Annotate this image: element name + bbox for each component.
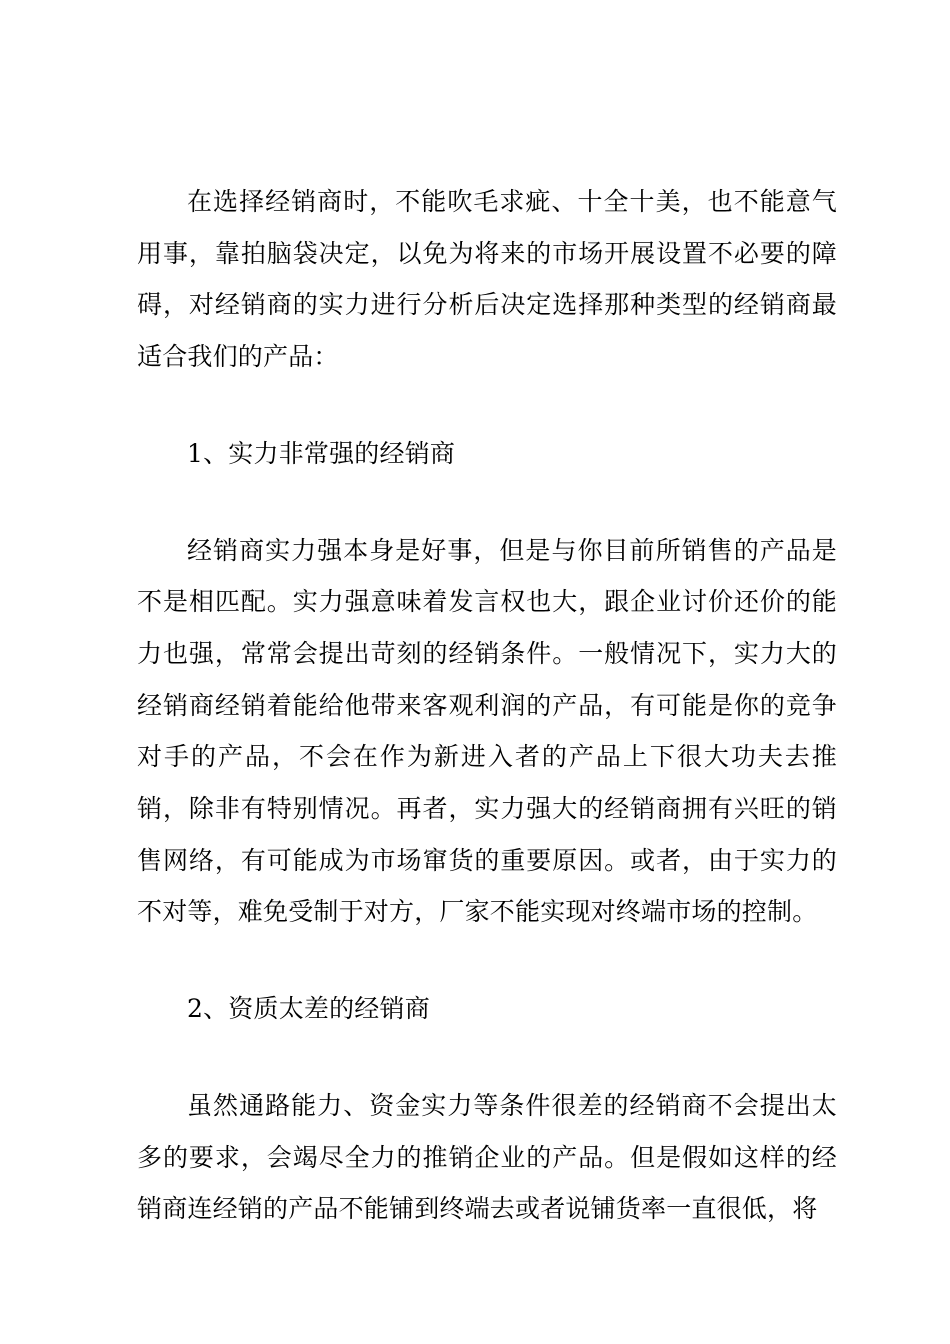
section-heading-1: 1、实力非常强的经销商 <box>187 438 456 468</box>
document-body <box>137 176 837 1235</box>
section-2-paragraph: 虽然通路能力、资金实力等条件很差的经销商不会提出太多的要求，会竭尽全力的推销企业的产品。但是假如这样的经销商连经销的产品不能铺到终端去或者说铺货率一直很低，将 <box>137 1090 837 1224</box>
paragraph-gap <box>137 383 837 428</box>
paragraph-gap <box>137 938 837 983</box>
intro-paragraph: 在选择经销商时，不能吹毛求疵、十全十美，也不能意气用事，靠拍脑袋决定，以免为将来的市场开展设置不必要的障碍，对经销商的实力进行分析后决定选择那种类型的经销商最适合我们的产品： <box>137 187 837 372</box>
paragraph-gap <box>137 480 837 525</box>
section-1-paragraph: 经销商实力强本身是好事，但是与你目前所销售的产品是不是相匹配。实力强意味着发言权也大，跟企业讨价还价的能力也强，常常会提出苛刻的经销条件。一般情况下，实力大的经销商经销着能给他带来客观利润的产品，有可能是你的竞争对手的产品，不会在作为新进入者的产品上下很大功夫去推销，除非有特别情况。再者，实力强大的经销商拥有兴旺的销售网络，有可能成为市场窜货的重要原因。或者，由于实力的不对等，难免受制于对方，厂家不能实现对终端市场的控制。 <box>137 535 837 927</box>
paragraph-gap <box>137 1035 837 1080</box>
section-heading-2: 2、资质太差的经销商 <box>187 994 430 1024</box>
